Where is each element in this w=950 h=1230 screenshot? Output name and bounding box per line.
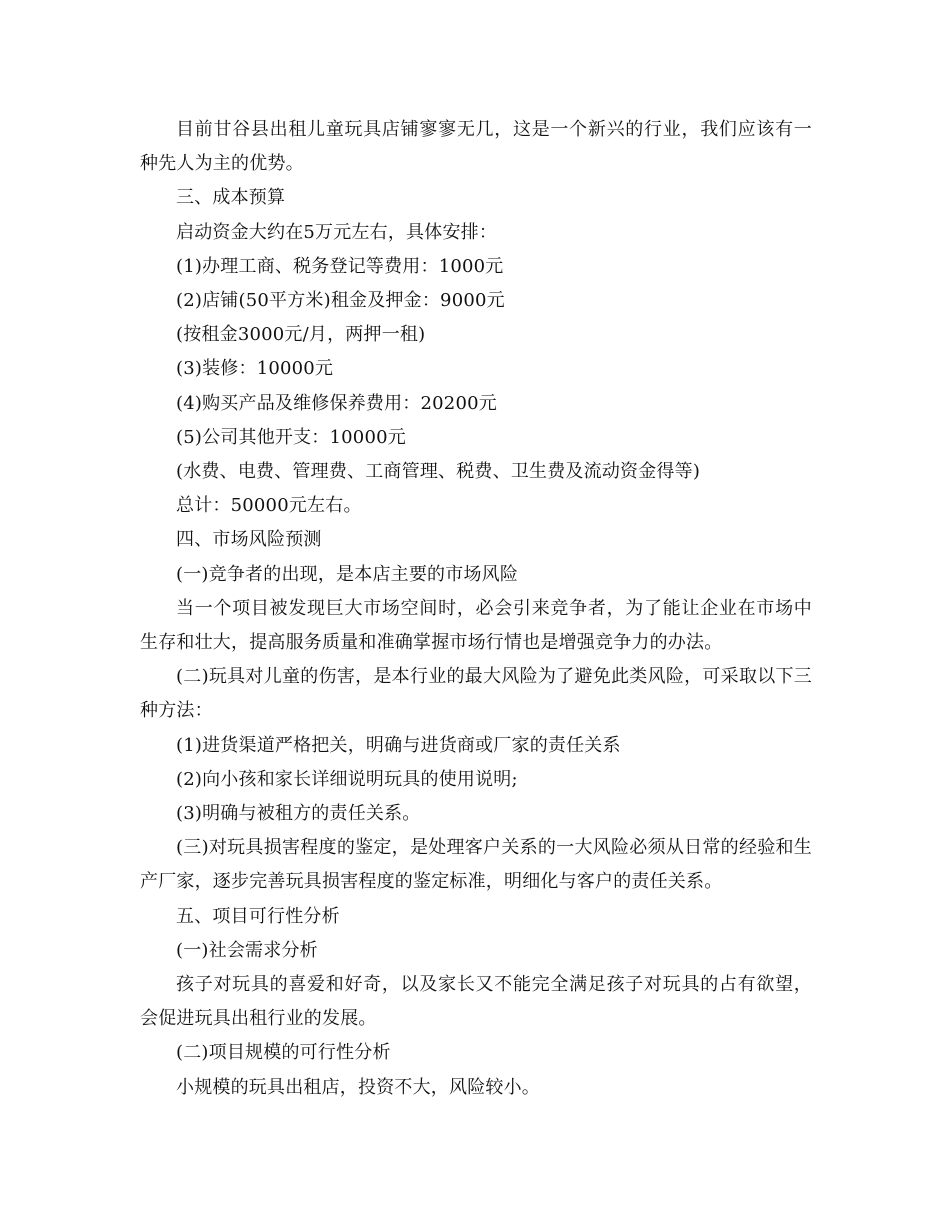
list-item: (3)装修：10000元 xyxy=(176,358,334,380)
note: (水费、电费、管理费、工商管理、税费、卫生费及流动资金得等) xyxy=(176,461,701,483)
list-item: (4)购买产品及维修保养费用：20200元 xyxy=(176,392,497,414)
note: (按租金3000元/月，两押一租) xyxy=(176,324,426,346)
list-item: (2)向小孩和家长详细说明玩具的使用说明; xyxy=(176,768,518,790)
subsection-heading: (三)对玩具损害程度的鉴定，是处理客户关系的一大风险必须从日常的经验和生产厂家，逐步完善玩具损害程度的鉴定标准，明细化与客户的责任关系。 xyxy=(140,837,812,893)
subsection-heading: (二)项目规模的可行性分析 xyxy=(176,1042,391,1064)
section-heading: 五、项目可行性分析 xyxy=(176,905,340,927)
section-heading: 四、市场风险预测 xyxy=(176,529,322,551)
list-item: (5)公司其他开支：10000元 xyxy=(176,426,406,448)
subsection-heading: (一)社会需求分析 xyxy=(176,939,318,961)
list-item: (2)店铺(50平方米)租金及押金：9000元 xyxy=(176,290,505,312)
paragraph: 当一个项目被发现巨大市场空间时，必会引来竞争者，为了能让企业在市场中生存和壮大，提高服务质量和准确掌握市场行情也是增强竞争力的办法。 xyxy=(140,597,812,654)
subsection-heading: (二)玩具对儿童的伤害，是本行业的最大风险为了避免此类风险，可采取以下三种方法： xyxy=(140,666,812,722)
section-heading: 三、成本预算 xyxy=(176,187,286,209)
list-item: (1)办理工商、税务登记等费用：1000元 xyxy=(176,255,504,277)
paragraph: 小规模的玩具出租店，投资不大，风险较小。 xyxy=(176,1076,540,1098)
document-body xyxy=(140,113,812,1105)
paragraph: 孩子对玩具的喜爱和好奇，以及家长又不能完全满足孩子对玩具的占有欲望，会促进玩具出租行业的发展。 xyxy=(140,974,812,1030)
subsection-heading: (一)竞争者的出现，是本店主要的市场风险 xyxy=(176,563,519,585)
list-item: (1)进货渠道严格把关，明确与进货商或厂家的责任关系 xyxy=(176,734,621,756)
paragraph: 目前甘谷县出租儿童玩具店铺寥寥无几，这是一个新兴的行业，我们应该有一种先人为主的优势。 xyxy=(140,119,812,175)
paragraph: 启动资金大约在5万元左右，具体安排： xyxy=(176,221,498,243)
list-item: (3)明确与被租方的责任关系。 xyxy=(176,803,421,825)
total-line: 总计：50000元左右。 xyxy=(176,495,362,517)
